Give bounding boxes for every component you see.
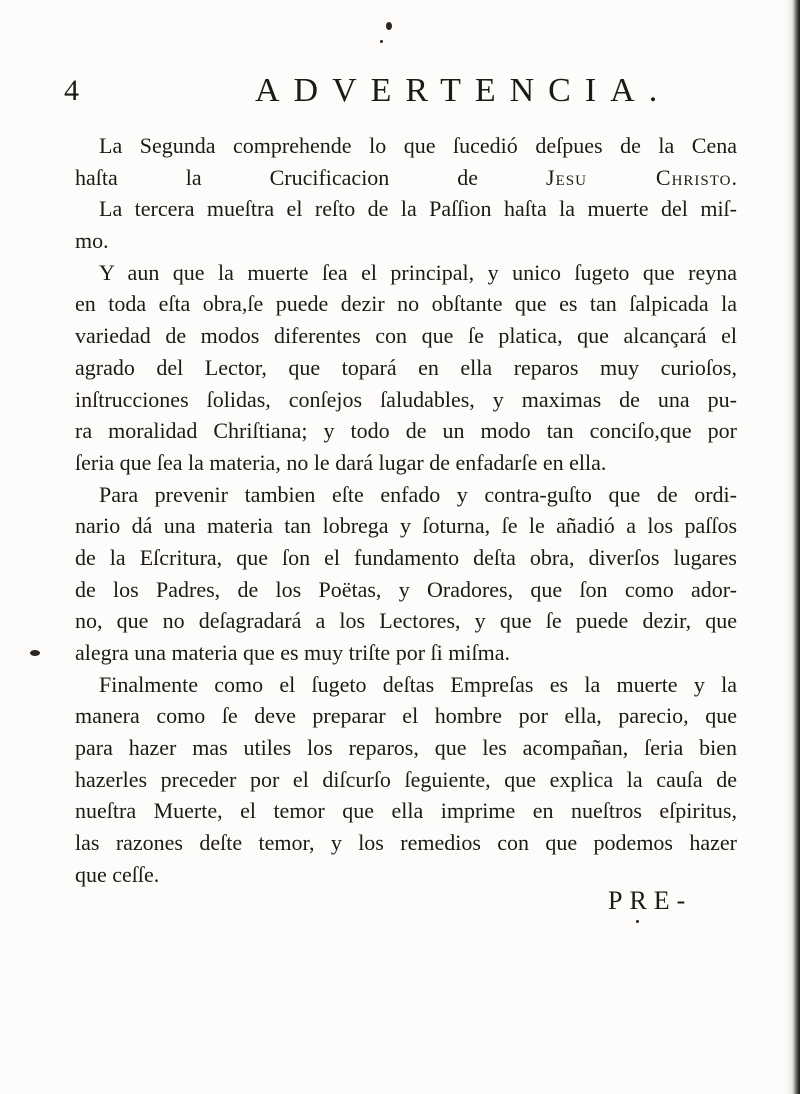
text-line: no, que no deſagradará a los Lectores, y que ſe puede dezir, que (75, 608, 737, 634)
text-line: en toda eſta obra,ſe puede dezir no obſtante que es tan ſalpicada la (75, 291, 737, 317)
page-number: 4 (64, 74, 79, 107)
text-line: Finalmente como el ſugeto deſtas Empreſas es la muerte y la (99, 671, 737, 697)
text-line: mo. (75, 228, 109, 254)
text-line: La tercera mueſtra el reſto de la Paſſion haſta la muerte del miſ- (99, 196, 737, 222)
text-line: Para prevenir tambien eſte enfado y contra-guſto que de ordi- (99, 481, 737, 507)
running-head: ADVERTENCIA. (255, 72, 672, 109)
text-line: haſta la Crucificacion de Jesu Christo. (75, 164, 737, 190)
ink-speck (30, 650, 40, 656)
text-line: inſtrucciones ſolidas, conſejos ſaludables, y maximas de una pu- (75, 386, 737, 412)
text-line: las razones deſte temor, y los remedios con que podemos hazer (75, 830, 737, 856)
text-line: variedad de modos diferentes con que ſe platica, que alcançará el (75, 323, 737, 349)
text-line: para hazer mas utiles los reparos, que les acompañan, ſeria bien (75, 735, 737, 761)
text-line: ſeria que ſea la materia, no le dará lugar de enfadarſe en ella. (75, 449, 607, 475)
text-line: nueſtra Muerte, el temor que ella imprime en nueſtros eſpiritus, (75, 798, 737, 824)
ink-speck (386, 22, 392, 30)
ink-speck (636, 920, 639, 923)
ink-speck (380, 40, 383, 43)
text-line: de los Padres, de los Poëtas, y Oradores, que ſon como ador- (75, 576, 737, 602)
text-line: manera como ſe deve preparar el hombre por ella, parecio, que (75, 703, 737, 729)
body-text (75, 130, 737, 891)
text-line: ra moralidad Chriſtiana; y todo de un modo tan conciſo,que por (75, 418, 737, 444)
text-line: hazerles preceder por el diſcurſo ſeguiente, que explica la cauſa de (75, 766, 737, 792)
text-line: agrado del Lector, que topará en ella reparos muy curioſos, (75, 354, 737, 380)
text-line: que ceſſe. (75, 861, 160, 887)
text-line: La Segunda comprehende lo que ſucedió deſpues de la Cena (99, 133, 737, 158)
text-line: alegra una materia que es muy triſte por ſi miſma. (75, 640, 510, 665)
small-caps-name: Jesu Christo (546, 164, 732, 190)
page-edge-shadow (786, 0, 800, 1094)
text-line: nario dá una materia tan lobrega y ſoturna, ſe le añadió a los paſſos (75, 513, 737, 539)
text-line: de la Eſcritura, que ſon el fundamento deſta obra, diverſos lugares (75, 544, 737, 570)
catchword: PRE- (608, 886, 693, 915)
text-line: Y aun que la muerte ſea el principal, y unico ſugeto que reyna (99, 259, 737, 285)
